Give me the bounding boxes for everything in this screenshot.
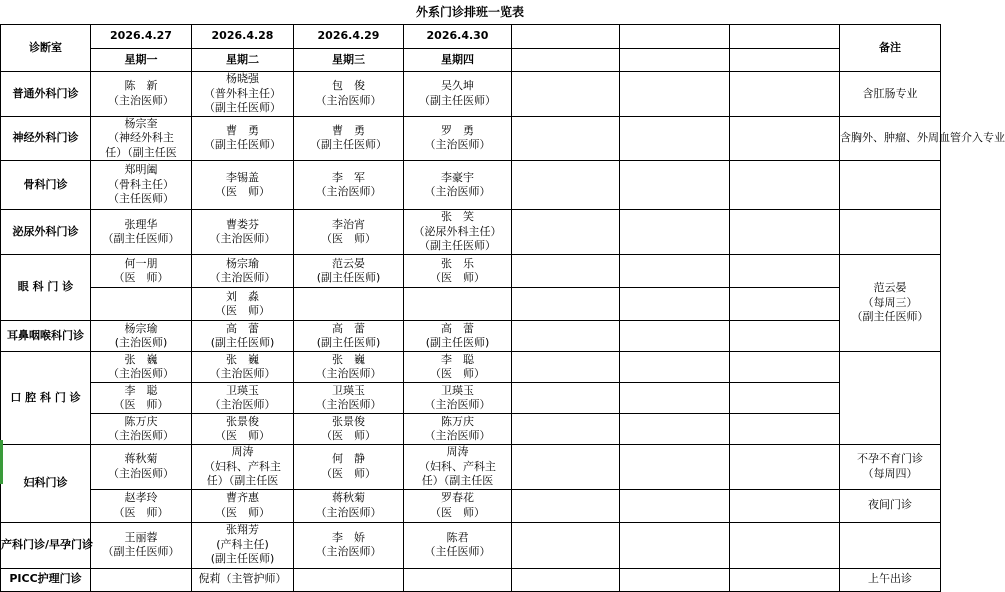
doctor-cell: 吴久坤 （副主任医师） [404, 72, 512, 117]
empty-cell [512, 255, 620, 288]
empty-cell [840, 210, 941, 255]
empty-cell [512, 25, 620, 49]
empty-cell [512, 72, 620, 117]
empty-cell [512, 383, 620, 414]
cell-marker [0, 440, 3, 484]
doctor-cell: 曹 勇 （副主任医师） [192, 116, 294, 161]
remark-night-clinic: 夜间门诊 [840, 489, 941, 522]
empty-cell [294, 288, 404, 321]
doctor-cell: 李治宵 （医 师） [294, 210, 404, 255]
empty-cell [620, 352, 730, 383]
doctor-cell: 陈万庆 （主治医师） [404, 414, 512, 445]
doctor-cell: 卫瑛玉 （主治医师） [192, 383, 294, 414]
doctor-cell: 曹 勇 （副主任医师） [294, 116, 404, 161]
empty-cell [512, 288, 620, 321]
empty-cell [512, 321, 620, 352]
dept-obstetrics: 产科门诊/早孕门诊 [1, 522, 91, 568]
empty-cell [730, 25, 840, 49]
doctor-cell: 张景俊 （医 师） [192, 414, 294, 445]
empty-cell [512, 522, 620, 568]
empty-cell [730, 321, 840, 352]
doctor-cell: 高 蕾 (副主任医师) [192, 321, 294, 352]
doctor-cell: 王丽蓉 （副主任医师） [91, 522, 192, 568]
empty-cell [512, 116, 620, 161]
doctor-cell: 范云晏 (副主任医师) [294, 255, 404, 288]
dept-urology: 泌尿外科门诊 [1, 210, 91, 255]
empty-cell [91, 568, 192, 591]
empty-cell [620, 255, 730, 288]
doctor-cell: 何 静 （医 师） [294, 445, 404, 490]
weekday-thu: 星期四 [404, 49, 512, 72]
empty-cell [840, 161, 941, 210]
doctor-cell: 郑明阖 （骨科主任） （主任医师） [91, 161, 192, 210]
date-mon: 2026.4.27 [91, 25, 192, 49]
empty-cell [730, 116, 840, 161]
empty-cell [620, 445, 730, 490]
dept-orthopedics: 骨科门诊 [1, 161, 91, 210]
empty-cell [730, 352, 840, 383]
empty-cell [730, 383, 840, 414]
doctor-cell: 曹娄芬 （主治医师） [192, 210, 294, 255]
doctor-cell: 陈君 （主任医师） [404, 522, 512, 568]
doctor-cell: 卫瑛玉 （主治医师） [404, 383, 512, 414]
doctor-cell: 张翔芳 (产科主任) (副主任医师) [192, 522, 294, 568]
doctor-cell: 刘 淼 （医 师） [192, 288, 294, 321]
dept-gynecology: 妇科门诊 [1, 445, 91, 523]
doctor-cell: 张 巍 （主治医师） [294, 352, 404, 383]
empty-cell [730, 288, 840, 321]
doctor-cell: 张 乐 （医 师） [404, 255, 512, 288]
empty-cell [404, 288, 512, 321]
doctor-cell: 杨宗奎 （神经外科主 任）（副主任医 [91, 116, 192, 161]
date-wed: 2026.4.29 [294, 25, 404, 49]
dept-general-surgery: 普通外科门诊 [1, 72, 91, 117]
empty-cell [620, 116, 730, 161]
empty-cell [512, 49, 620, 72]
header-remark: 备注 [840, 25, 941, 72]
empty-cell [91, 288, 192, 321]
doctor-cell: 倪莉（主管护师） [192, 568, 294, 591]
weekday-wed: 星期三 [294, 49, 404, 72]
doctor-cell: 高 蕾 (副主任医师) [294, 321, 404, 352]
empty-cell [730, 445, 840, 490]
doctor-cell: 杨宗瑜 (主治医师) [91, 321, 192, 352]
empty-cell [512, 445, 620, 490]
doctor-cell: 蒋秋菊 （主治医师） [294, 489, 404, 522]
dept-picc: PICC护理门诊 [1, 568, 91, 591]
empty-cell [620, 489, 730, 522]
empty-cell [730, 522, 840, 568]
dept-ent: 耳鼻咽喉科门诊 [1, 321, 91, 352]
doctor-cell: 李 聪 （医 师） [91, 383, 192, 414]
empty-cell [620, 161, 730, 210]
doctor-cell: 赵孝玲 （医 师） [91, 489, 192, 522]
empty-cell [840, 522, 941, 568]
doctor-cell: 高 蕾 (副主任医师) [404, 321, 512, 352]
empty-cell [730, 568, 840, 591]
doctor-cell: 陈 新 （主治医师） [91, 72, 192, 117]
empty-cell [620, 49, 730, 72]
doctor-cell: 李豪宇 （主治医师） [404, 161, 512, 210]
dept-neurosurgery: 神经外科门诊 [1, 116, 91, 161]
empty-cell [512, 352, 620, 383]
empty-cell [620, 25, 730, 49]
doctor-cell: 张 巍 （主治医师） [91, 352, 192, 383]
remark-neuro: 含胸外、肿瘤、外周血管介入专业 [840, 116, 941, 161]
doctor-cell: 杨宗瑜 （主治医师） [192, 255, 294, 288]
doctor-cell: 包 俊 （主治医师） [294, 72, 404, 117]
empty-cell [730, 255, 840, 288]
empty-cell [730, 414, 840, 445]
remark-infertility: 不孕不育门诊 （每周四） [840, 445, 941, 490]
empty-cell [730, 72, 840, 117]
doctor-cell: 张 笑 （泌尿外科主任） （副主任医师） [404, 210, 512, 255]
doctor-cell: 卫瑛玉 （主治医师） [294, 383, 404, 414]
empty-cell [294, 568, 404, 591]
doctor-cell: 罗 勇 （主治医师） [404, 116, 512, 161]
date-tue: 2026.4.28 [192, 25, 294, 49]
doctor-cell: 李 军 （主治医师） [294, 161, 404, 210]
empty-cell [512, 489, 620, 522]
empty-cell [620, 568, 730, 591]
doctor-cell: 何一朋 （医 师） [91, 255, 192, 288]
doctor-cell: 周涛 （妇科、产科主 任）（副主任医 [192, 445, 294, 490]
doctor-cell: 张理华 （副主任医师） [91, 210, 192, 255]
remark-picc: 上午出诊 [840, 568, 941, 591]
remark-ophthalmology: 范云晏 （每周三） （副主任医师） [840, 255, 941, 352]
doctor-cell: 张 巍 （主治医师） [192, 352, 294, 383]
dept-dental: 口 腔 科 门 诊 [1, 352, 91, 445]
doctor-cell: 李 聪 （医 师） [404, 352, 512, 383]
empty-cell [730, 49, 840, 72]
doctor-cell: 陈万庆 （主治医师） [91, 414, 192, 445]
doctor-cell: 李 娇 （主治医师） [294, 522, 404, 568]
sheet-title: 外系门诊排班一览表 [415, 5, 524, 19]
empty-cell [620, 288, 730, 321]
weekday-tue: 星期二 [192, 49, 294, 72]
empty-cell [512, 210, 620, 255]
header-corner: 诊断室 [1, 25, 91, 72]
empty-cell [620, 414, 730, 445]
schedule-table [0, 24, 1005, 592]
doctor-cell: 周涛 （妇科、产科主 任）（副主任医 [404, 445, 512, 490]
doctor-cell: 蒋秋菊 （主治医师） [91, 445, 192, 490]
dept-ophthalmology: 眼 科 门 诊 [1, 255, 91, 321]
doctor-cell: 杨晓强 （普外科主任） （副主任医师） [192, 72, 294, 117]
remark-general: 含肛肠专业 [840, 72, 941, 117]
empty-cell [730, 161, 840, 210]
doctor-cell: 张景俊 （医 师） [294, 414, 404, 445]
empty-cell [404, 568, 512, 591]
doctor-cell: 李锡盖 （医 师） [192, 161, 294, 210]
weekday-mon: 星期一 [91, 49, 192, 72]
empty-cell [512, 161, 620, 210]
empty-cell [620, 383, 730, 414]
empty-cell [620, 522, 730, 568]
empty-cell [730, 489, 840, 522]
doctor-cell: 曹齐惠 （医 师） [192, 489, 294, 522]
date-thu: 2026.4.30 [404, 25, 512, 49]
empty-cell [512, 414, 620, 445]
doctor-cell: 罗春花 （医 师） [404, 489, 512, 522]
empty-cell [512, 568, 620, 591]
empty-cell [840, 352, 941, 445]
empty-cell [620, 321, 730, 352]
empty-cell [620, 72, 730, 117]
empty-cell [620, 210, 730, 255]
empty-cell [730, 210, 840, 255]
